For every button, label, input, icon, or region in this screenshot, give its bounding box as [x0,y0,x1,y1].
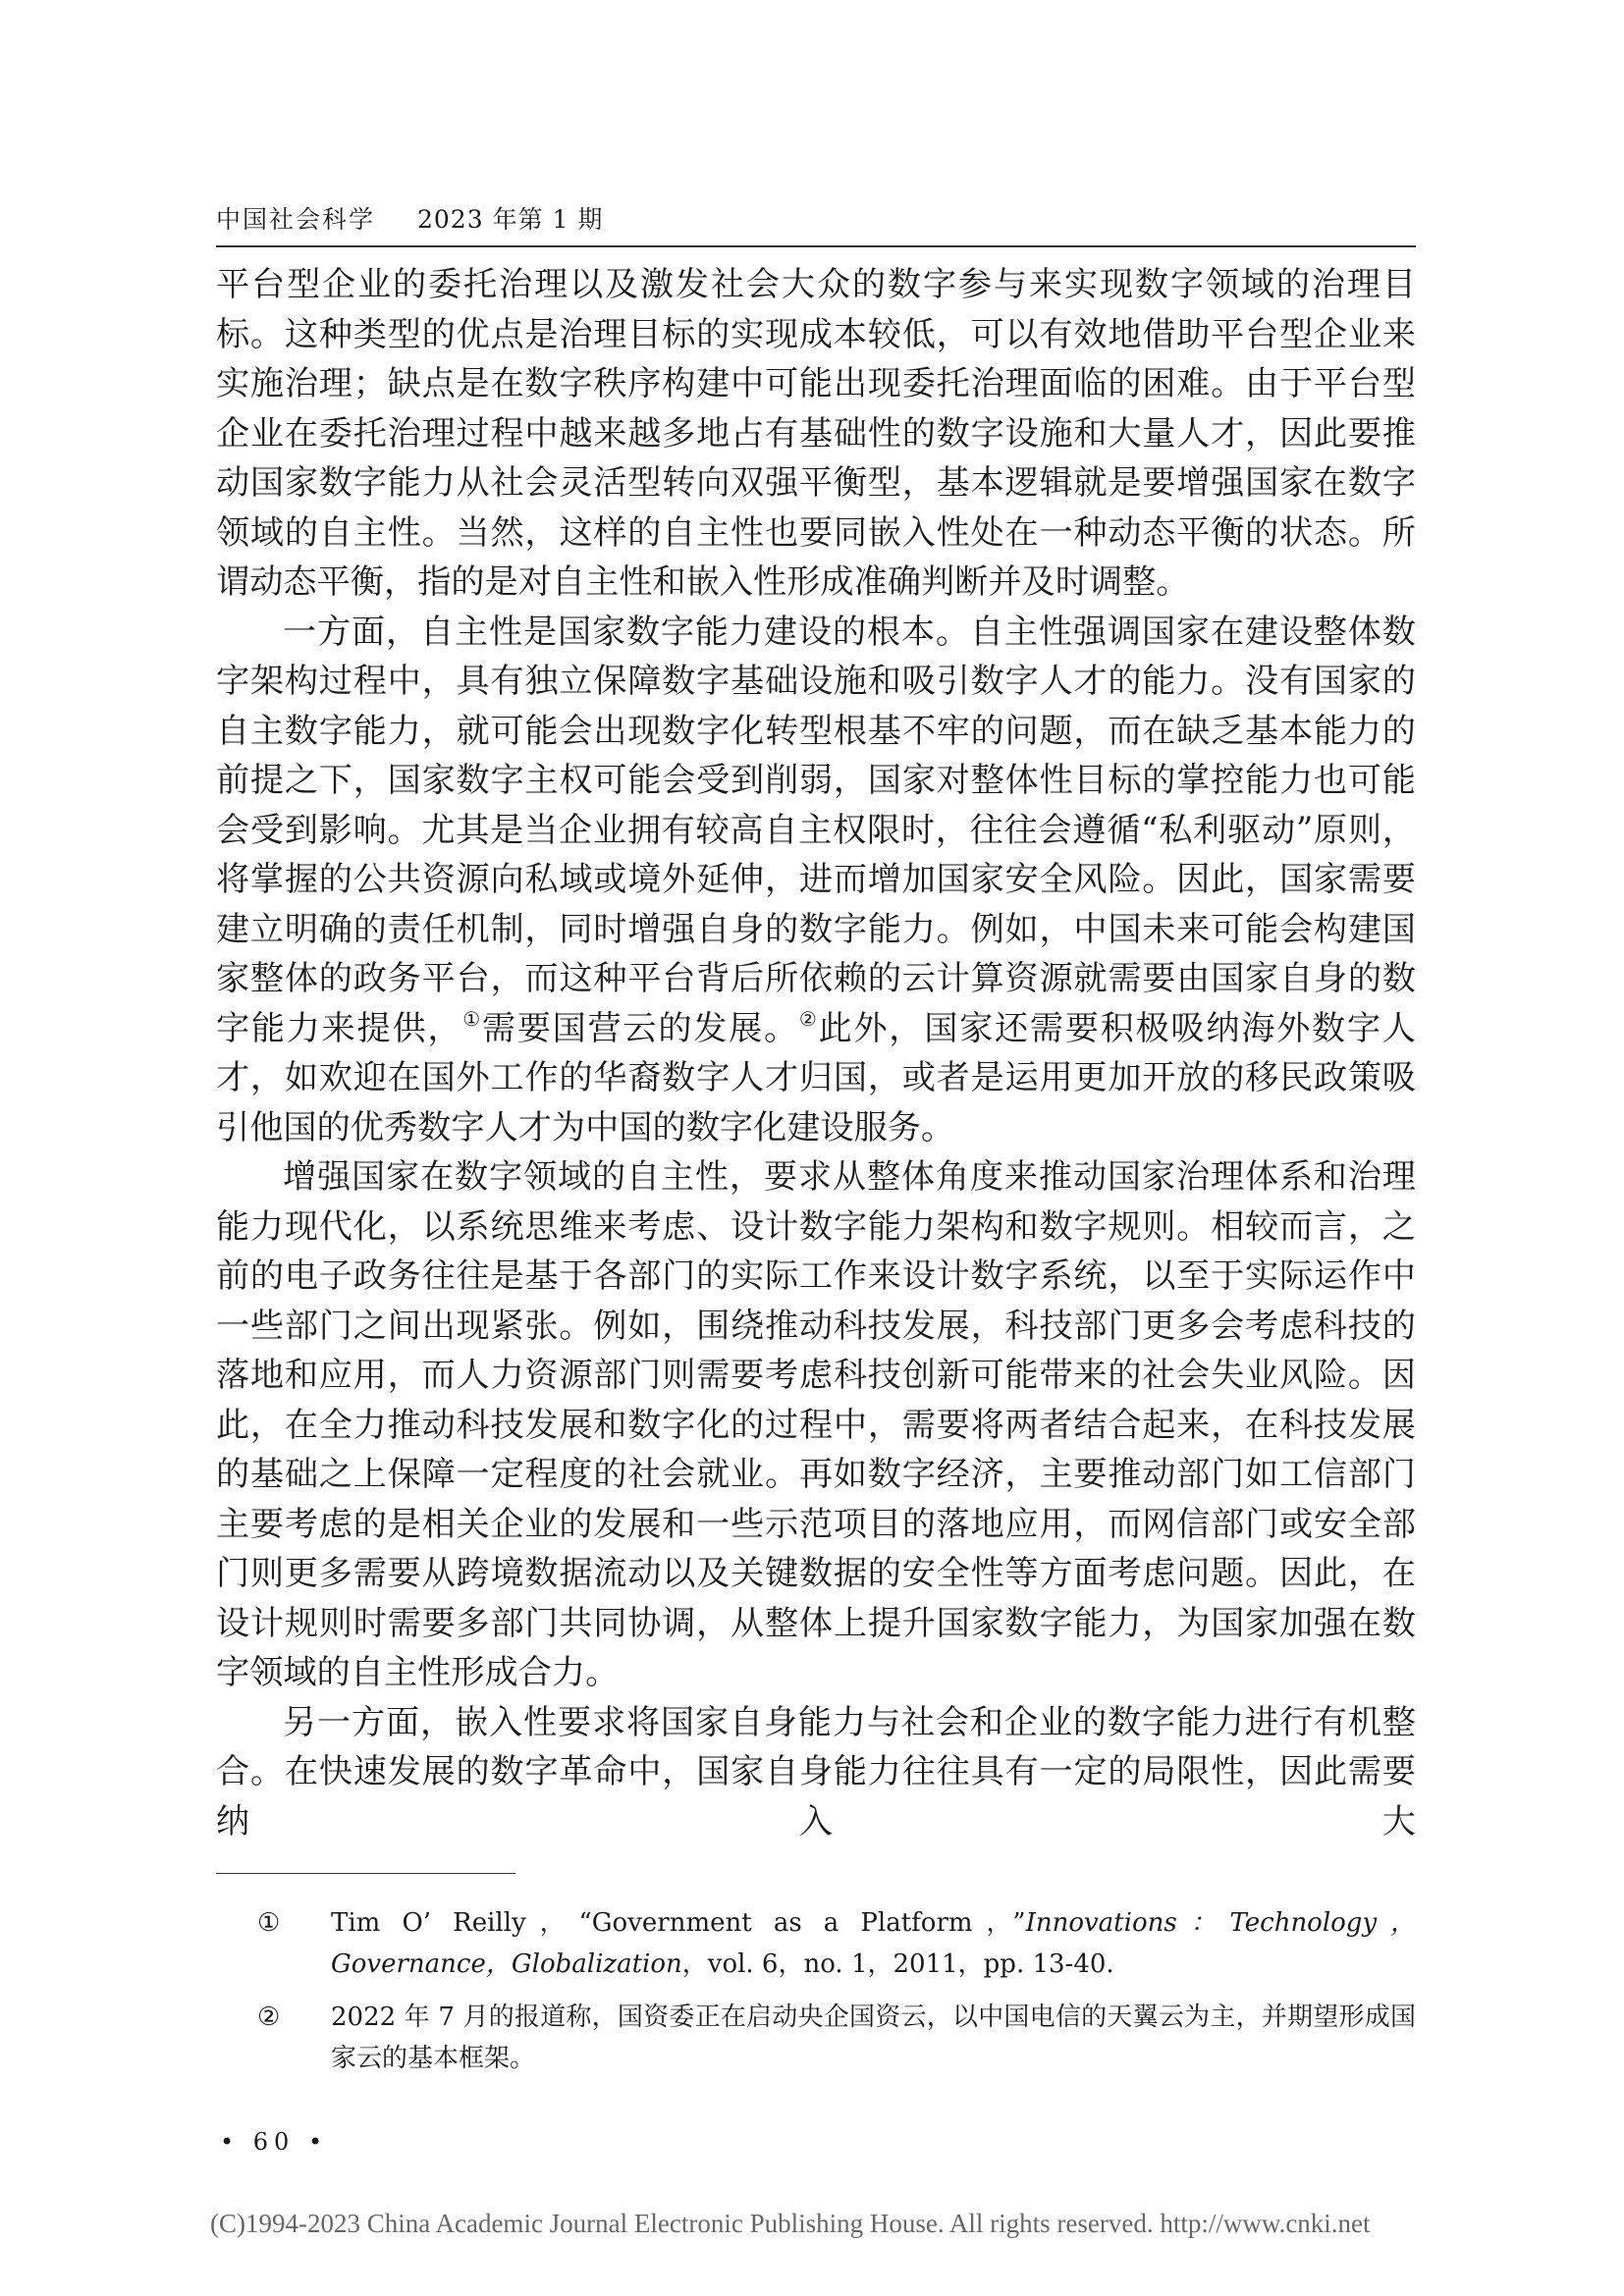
article-body [216,260,1416,1846]
footnote-ref[interactable]: ① [462,1006,482,1031]
paragraph: 增强国家在数字领域的自主性，要求从整体角度来推动国家治理体系和治理能力现代化，以系统思维来考虑、设计数字能力架构和数字规则。相较而言，之前的电子政务往往是基于各部门的实际工作来设计数字系统，以至于实际运作中一些部门之间出现紧张。例如，围绕推动科技发展，科技部门更多会考虑科技的落地和应用，而人力资源部门则需要考虑科技创新可能带来的社会失业风险。因此，在全力推动科技发展和数字化的过程中，需要将两者结合起来，在科技发展的基础之上保障一定程度的社会就业。再如数字经济，主要推动部门如工信部门主要考虑的是相关企业的发展和一些示范项目的落地应用，而网信部门或安全部门则更多需要从跨境数据流动以及关键数据的安全性等方面考虑问题。因此，在设计规则时需要多部门共同协调，从整体上提升国家数字能力，为国家加强在数字领域的自主性形成合力。 [216,1157,1416,1692]
footnote-ref[interactable]: ② [798,1006,819,1031]
footnote-item [257,1997,1416,2079]
footnote-author: Tim O’ Reilly，“Government as a Platform，” [331,1908,1026,1938]
footnote-text: 2022 年 7 月的报道称，国资委正在启动央企国资云，以中国电信的天翼云为主，并期望形成国家云的基本框架。 [331,2002,1416,2073]
running-header [216,194,1416,247]
footnote-item [257,1902,1416,1985]
paragraph: 另一方面，嵌入性要求将国家自身能力与社会和企业的数字能力进行有机整合。在快速发展的数字革命中，国家自身能力往往具有一定的局限性，因此需要纳入大 [216,1702,1416,1842]
journal-title: 中国社会科学 [216,205,376,234]
paragraph-text: 此外，国家还需要积极吸纳海外数字人才，如欢迎在国外工作的华裔数字人才归国，或者是运用更加开放的移民政策吸引他国的优秀数字人才为中国的数字化建设服务。 [216,1008,1416,1148]
footnote-citation: ，vol. 6，no. 1，2011，pp. 13-40. [681,1949,1114,1979]
paragraph [216,608,1416,1153]
paragraph: 平台型企业的委托治理以及激发社会大众的数字参与来实现数字领域的治理目标。这种类型的优点是治理目标的实现成本较低，可以有效地借助平台型企业来实施治理；缺点是在数字秩序构建中可能出现委托治理面临的困难。由于平台型企业在委托治理过程中越来越多地占有基础性的数字设施和大量人才，因此要推动国家数字能力从社会灵活型转向双强平衡型，基本逻辑就是要增强国家在数字领域的自主性。当然，这样的自主性也要同嵌入性处在一种动态平衡的状态。所谓动态平衡，指的是对自主性和嵌入性形成准确判断并及时调整。 [216,265,1416,602]
footnotes [257,1902,1416,2091]
footnote-journal: Innovations：Technology，Governance，Globalization [331,1908,1417,1979]
footnote-number: ① [257,1908,281,1938]
footnote-number: ② [257,2002,281,2032]
footnote-text [331,1902,1416,1985]
footnote-divider [216,1873,515,1874]
copyright-notice: (C)1994-2023 China Academic Journal Electronic Publishing House. All rights reserved. http://www.cnki.net [210,2209,1371,2238]
page-number: • 60 • [220,2128,329,2156]
paragraph-text: 需要国营云的发展。 [481,1008,799,1048]
issue-label: 2023 年第 1 期 [417,205,604,234]
paragraph-text: 一方面，自主性是国家数字能力建设的根本。自主性强调国家在建设整体数字架构过程中，具有独立保障数字基础设施和吸引数字人才的能力。没有国家的自主数字能力，就可能会出现数字化转型根基不牢的问题，而在缺乏基本能力的前提之下，国家数字主权可能会受到削弱，国家对整体性目标的掌控能力也可能会受到影响。尤其是当企业拥有较高自主权限时，往往会遵循“私利驱动”原则，将掌握的公共资源向私域或境外延伸，进而增加国家安全风险。因此，国家需要建立明确的责任机制，同时增强自身的数字能力。例如，中国未来可能会构建国家整体的政务平台，而这种平台背后所依赖的云计算资源就需要由国家自身的数字能力来提供， [216,612,1416,1048]
